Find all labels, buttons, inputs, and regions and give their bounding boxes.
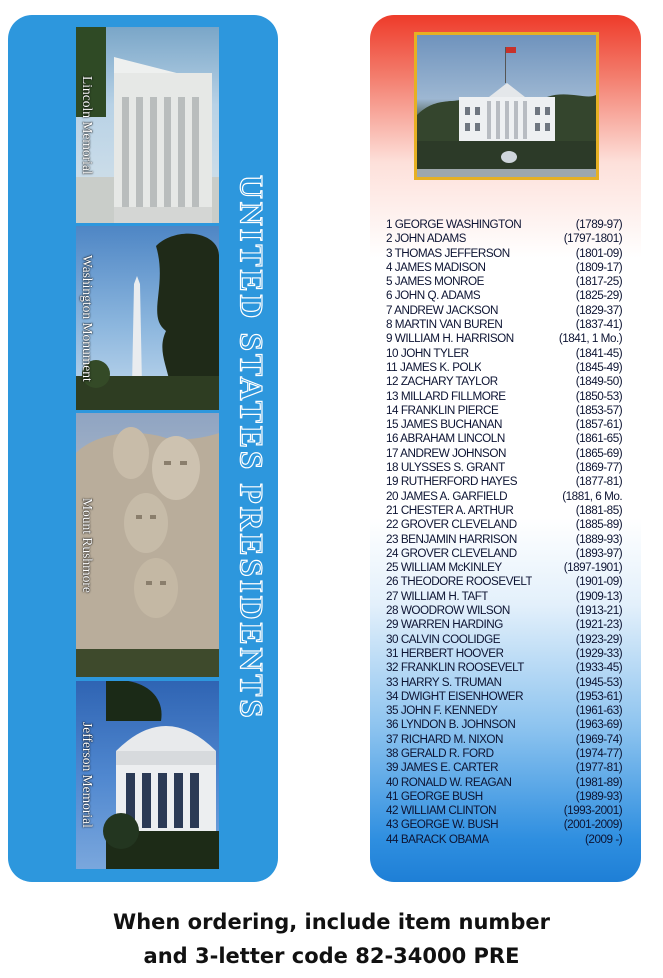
president-name: 2 JOHN ADAMS xyxy=(386,231,467,246)
president-row xyxy=(386,760,622,774)
president-row xyxy=(386,446,622,460)
president-name: 6 JOHN Q. ADAMS xyxy=(386,288,481,303)
president-name: 22 GROVER CLEVELAND xyxy=(386,517,517,532)
president-row xyxy=(386,431,622,445)
president-row xyxy=(386,417,622,431)
president-term: (1909-13) xyxy=(575,588,623,603)
president-term: (1797-1801) xyxy=(563,231,623,246)
president-term: (2009 -) xyxy=(585,831,623,846)
president-name: 19 RUTHERFORD HAYES xyxy=(386,474,518,489)
white-house-image xyxy=(417,35,596,177)
president-name: 13 MILLARD FILLMORE xyxy=(386,388,506,403)
president-term: (2001-2009) xyxy=(563,817,623,832)
president-name: 37 RICHARD M. NIXON xyxy=(386,731,503,746)
president-term: (1809-17) xyxy=(575,259,623,274)
president-row xyxy=(386,789,622,803)
president-name: 10 JOHN TYLER xyxy=(386,345,469,360)
president-name: 28 WOODROW WILSON xyxy=(386,603,510,618)
president-name: 16 ABRAHAM LINCOLN xyxy=(386,431,505,446)
president-term: (1837-41) xyxy=(575,317,623,332)
president-row xyxy=(386,617,622,631)
president-term: (1829-37) xyxy=(575,302,623,317)
president-term: (1901-09) xyxy=(575,574,623,589)
president-name: 1 GEORGE WASHINGTON xyxy=(386,217,522,231)
president-row xyxy=(386,703,622,717)
president-row xyxy=(386,403,622,417)
president-row xyxy=(386,303,622,317)
president-row xyxy=(386,589,622,603)
president-term: (1877-81) xyxy=(575,474,623,489)
president-term: (1945-53) xyxy=(575,674,623,689)
ordering-note-line-2: and 3-letter code 82-34000 PRE xyxy=(143,944,520,968)
president-term: (1789-97) xyxy=(575,217,623,231)
president-row xyxy=(386,532,622,546)
president-name: 18 ULYSSES S. GRANT xyxy=(386,460,505,475)
president-term: (1845-49) xyxy=(575,359,623,374)
president-name: 4 JAMES MADISON xyxy=(386,259,486,274)
president-row xyxy=(386,503,622,517)
president-row xyxy=(386,274,622,288)
president-row xyxy=(386,717,622,731)
president-term: (1817-25) xyxy=(575,274,623,289)
president-name: 40 RONALD W. REAGAN xyxy=(386,774,512,789)
president-name: 36 LYNDON B. JOHNSON xyxy=(386,717,516,732)
president-row xyxy=(386,460,622,474)
lincoln-memorial-photo xyxy=(76,27,219,223)
president-term: (1885-89) xyxy=(575,517,623,532)
president-name: 24 GROVER CLEVELAND xyxy=(386,545,517,560)
president-row xyxy=(386,660,622,674)
president-term: (1993-2001) xyxy=(563,803,623,818)
president-term: (1881, 6 Mo. xyxy=(562,488,623,503)
president-name: 38 GERALD R. FORD xyxy=(386,745,494,760)
president-term: (1897-1901) xyxy=(563,560,623,575)
president-name: 27 WILLIAM H. TAFT xyxy=(386,588,489,603)
president-name: 31 HERBERT HOOVER xyxy=(386,645,504,660)
presidents-list xyxy=(386,217,632,846)
ordering-note xyxy=(0,905,663,973)
president-name: 15 JAMES BUCHANAN xyxy=(386,417,503,432)
president-name: 23 BENJAMIN HARRISON xyxy=(386,531,517,546)
president-name: 11 JAMES K. POLK xyxy=(386,359,482,374)
photo-caption xyxy=(76,27,98,223)
president-term: (1849-50) xyxy=(575,374,623,389)
president-term: (1841-45) xyxy=(575,345,623,360)
president-name: 25 WILLIAM McKINLEY xyxy=(386,560,502,575)
mount-rushmore-photo xyxy=(76,413,219,677)
president-term: (1841, 1 Mo.) xyxy=(558,331,623,346)
right-bookmark xyxy=(370,15,641,882)
president-name: 32 FRANKLIN ROOSEVELT xyxy=(386,660,524,675)
president-row xyxy=(386,746,622,760)
president-term: (1850-53) xyxy=(575,388,623,403)
president-row xyxy=(386,288,622,302)
president-row xyxy=(386,675,622,689)
photo-caption xyxy=(76,226,98,410)
president-row xyxy=(386,246,622,260)
president-term: (1801-09) xyxy=(575,245,623,260)
president-term: (1974-77) xyxy=(575,745,623,760)
president-row xyxy=(386,389,622,403)
jefferson-memorial-photo xyxy=(76,681,219,869)
caption-jefferson-memorial: Jefferson Memorial xyxy=(80,722,95,828)
president-row xyxy=(386,374,622,388)
photo-caption xyxy=(76,681,98,869)
president-term: (1981-89) xyxy=(575,774,623,789)
president-term: (1923-29) xyxy=(575,631,623,646)
president-term: (1825-29) xyxy=(575,288,623,303)
president-row xyxy=(386,832,622,846)
president-name: 3 THOMAS JEFFERSON xyxy=(386,245,510,260)
title-text: UNITED STATES PRESIDENTS xyxy=(232,175,269,721)
white-house-photo xyxy=(414,32,599,180)
president-name: 17 ANDREW JOHNSON xyxy=(386,445,506,460)
president-row xyxy=(386,317,622,331)
president-row xyxy=(386,231,622,245)
president-row xyxy=(386,646,622,660)
bookmark-title xyxy=(226,33,274,863)
president-term: (1889-93) xyxy=(575,531,623,546)
president-name: 20 JAMES A. GARFIELD xyxy=(386,488,508,503)
president-name: 9 WILLIAM H. HARRISON xyxy=(386,331,514,346)
president-name: 33 HARRY S. TRUMAN xyxy=(386,674,502,689)
president-name: 35 JOHN F. KENNEDY xyxy=(386,703,498,718)
president-row xyxy=(386,474,622,488)
president-name: 43 GEORGE W. BUSH xyxy=(386,817,499,832)
president-row xyxy=(386,489,622,503)
president-row xyxy=(386,632,622,646)
president-term: (1869-77) xyxy=(575,460,623,475)
president-name: 21 CHESTER A. ARTHUR xyxy=(386,502,514,517)
president-row xyxy=(386,346,622,360)
caption-washington-monument: Washington Monument xyxy=(80,254,95,382)
president-name: 8 MARTIN VAN BUREN xyxy=(386,317,503,332)
president-name: 39 JAMES E. CARTER xyxy=(386,760,499,775)
president-term: (1963-69) xyxy=(575,717,623,732)
president-name: 14 FRANKLIN PIERCE xyxy=(386,402,499,417)
president-term: (1857-61) xyxy=(575,417,623,432)
president-name: 26 THEODORE ROOSEVELT xyxy=(386,574,533,589)
president-term: (1921-23) xyxy=(575,617,623,632)
president-term: (1929-33) xyxy=(575,645,623,660)
president-row xyxy=(386,560,622,574)
president-row xyxy=(386,331,622,345)
president-term: (1989-93) xyxy=(575,788,623,803)
president-row xyxy=(386,817,622,831)
president-term: (1969-74) xyxy=(575,731,623,746)
president-row xyxy=(386,689,622,703)
president-row xyxy=(386,732,622,746)
president-name: 34 DWIGHT EISENHOWER xyxy=(386,688,524,703)
president-term: (1913-21) xyxy=(575,603,623,618)
president-term: (1953-61) xyxy=(575,688,623,703)
left-bookmark xyxy=(8,15,278,882)
president-name: 30 CALVIN COOLIDGE xyxy=(386,631,501,646)
president-row xyxy=(386,775,622,789)
caption-lincoln-memorial: Lincoln Memorial xyxy=(80,75,95,175)
caption-mount-rushmore: Mount Rushmore xyxy=(80,497,95,593)
president-term: (1933-45) xyxy=(575,660,623,675)
president-term: (1961-63) xyxy=(575,703,623,718)
president-name: 12 ZACHARY TAYLOR xyxy=(386,374,498,389)
president-row xyxy=(386,517,622,531)
president-row xyxy=(386,574,622,588)
president-row xyxy=(386,546,622,560)
president-name: 41 GEORGE BUSH xyxy=(386,788,483,803)
president-row xyxy=(386,360,622,374)
president-row xyxy=(386,260,622,274)
president-term: (1977-81) xyxy=(575,760,623,775)
ordering-note-line-1: When ordering, include item number xyxy=(113,910,550,934)
president-name: 29 WARREN HARDING xyxy=(386,617,503,632)
president-name: 42 WILLIAM CLINTON xyxy=(386,803,497,818)
president-name: 7 ANDREW JACKSON xyxy=(386,302,498,317)
president-term: (1853-57) xyxy=(575,402,623,417)
president-term: (1881-85) xyxy=(575,502,623,517)
president-term: (1861-65) xyxy=(575,431,623,446)
photo-strip xyxy=(76,27,219,869)
president-name: 44 BARACK OBAMA xyxy=(386,831,489,846)
president-term: (1893-97) xyxy=(575,545,623,560)
president-row xyxy=(386,603,622,617)
president-row xyxy=(386,803,622,817)
president-term: (1865-69) xyxy=(575,445,623,460)
photo-caption xyxy=(76,413,98,677)
president-row xyxy=(386,217,622,231)
washington-monument-photo xyxy=(76,226,219,410)
president-name: 5 JAMES MONROE xyxy=(386,274,484,289)
